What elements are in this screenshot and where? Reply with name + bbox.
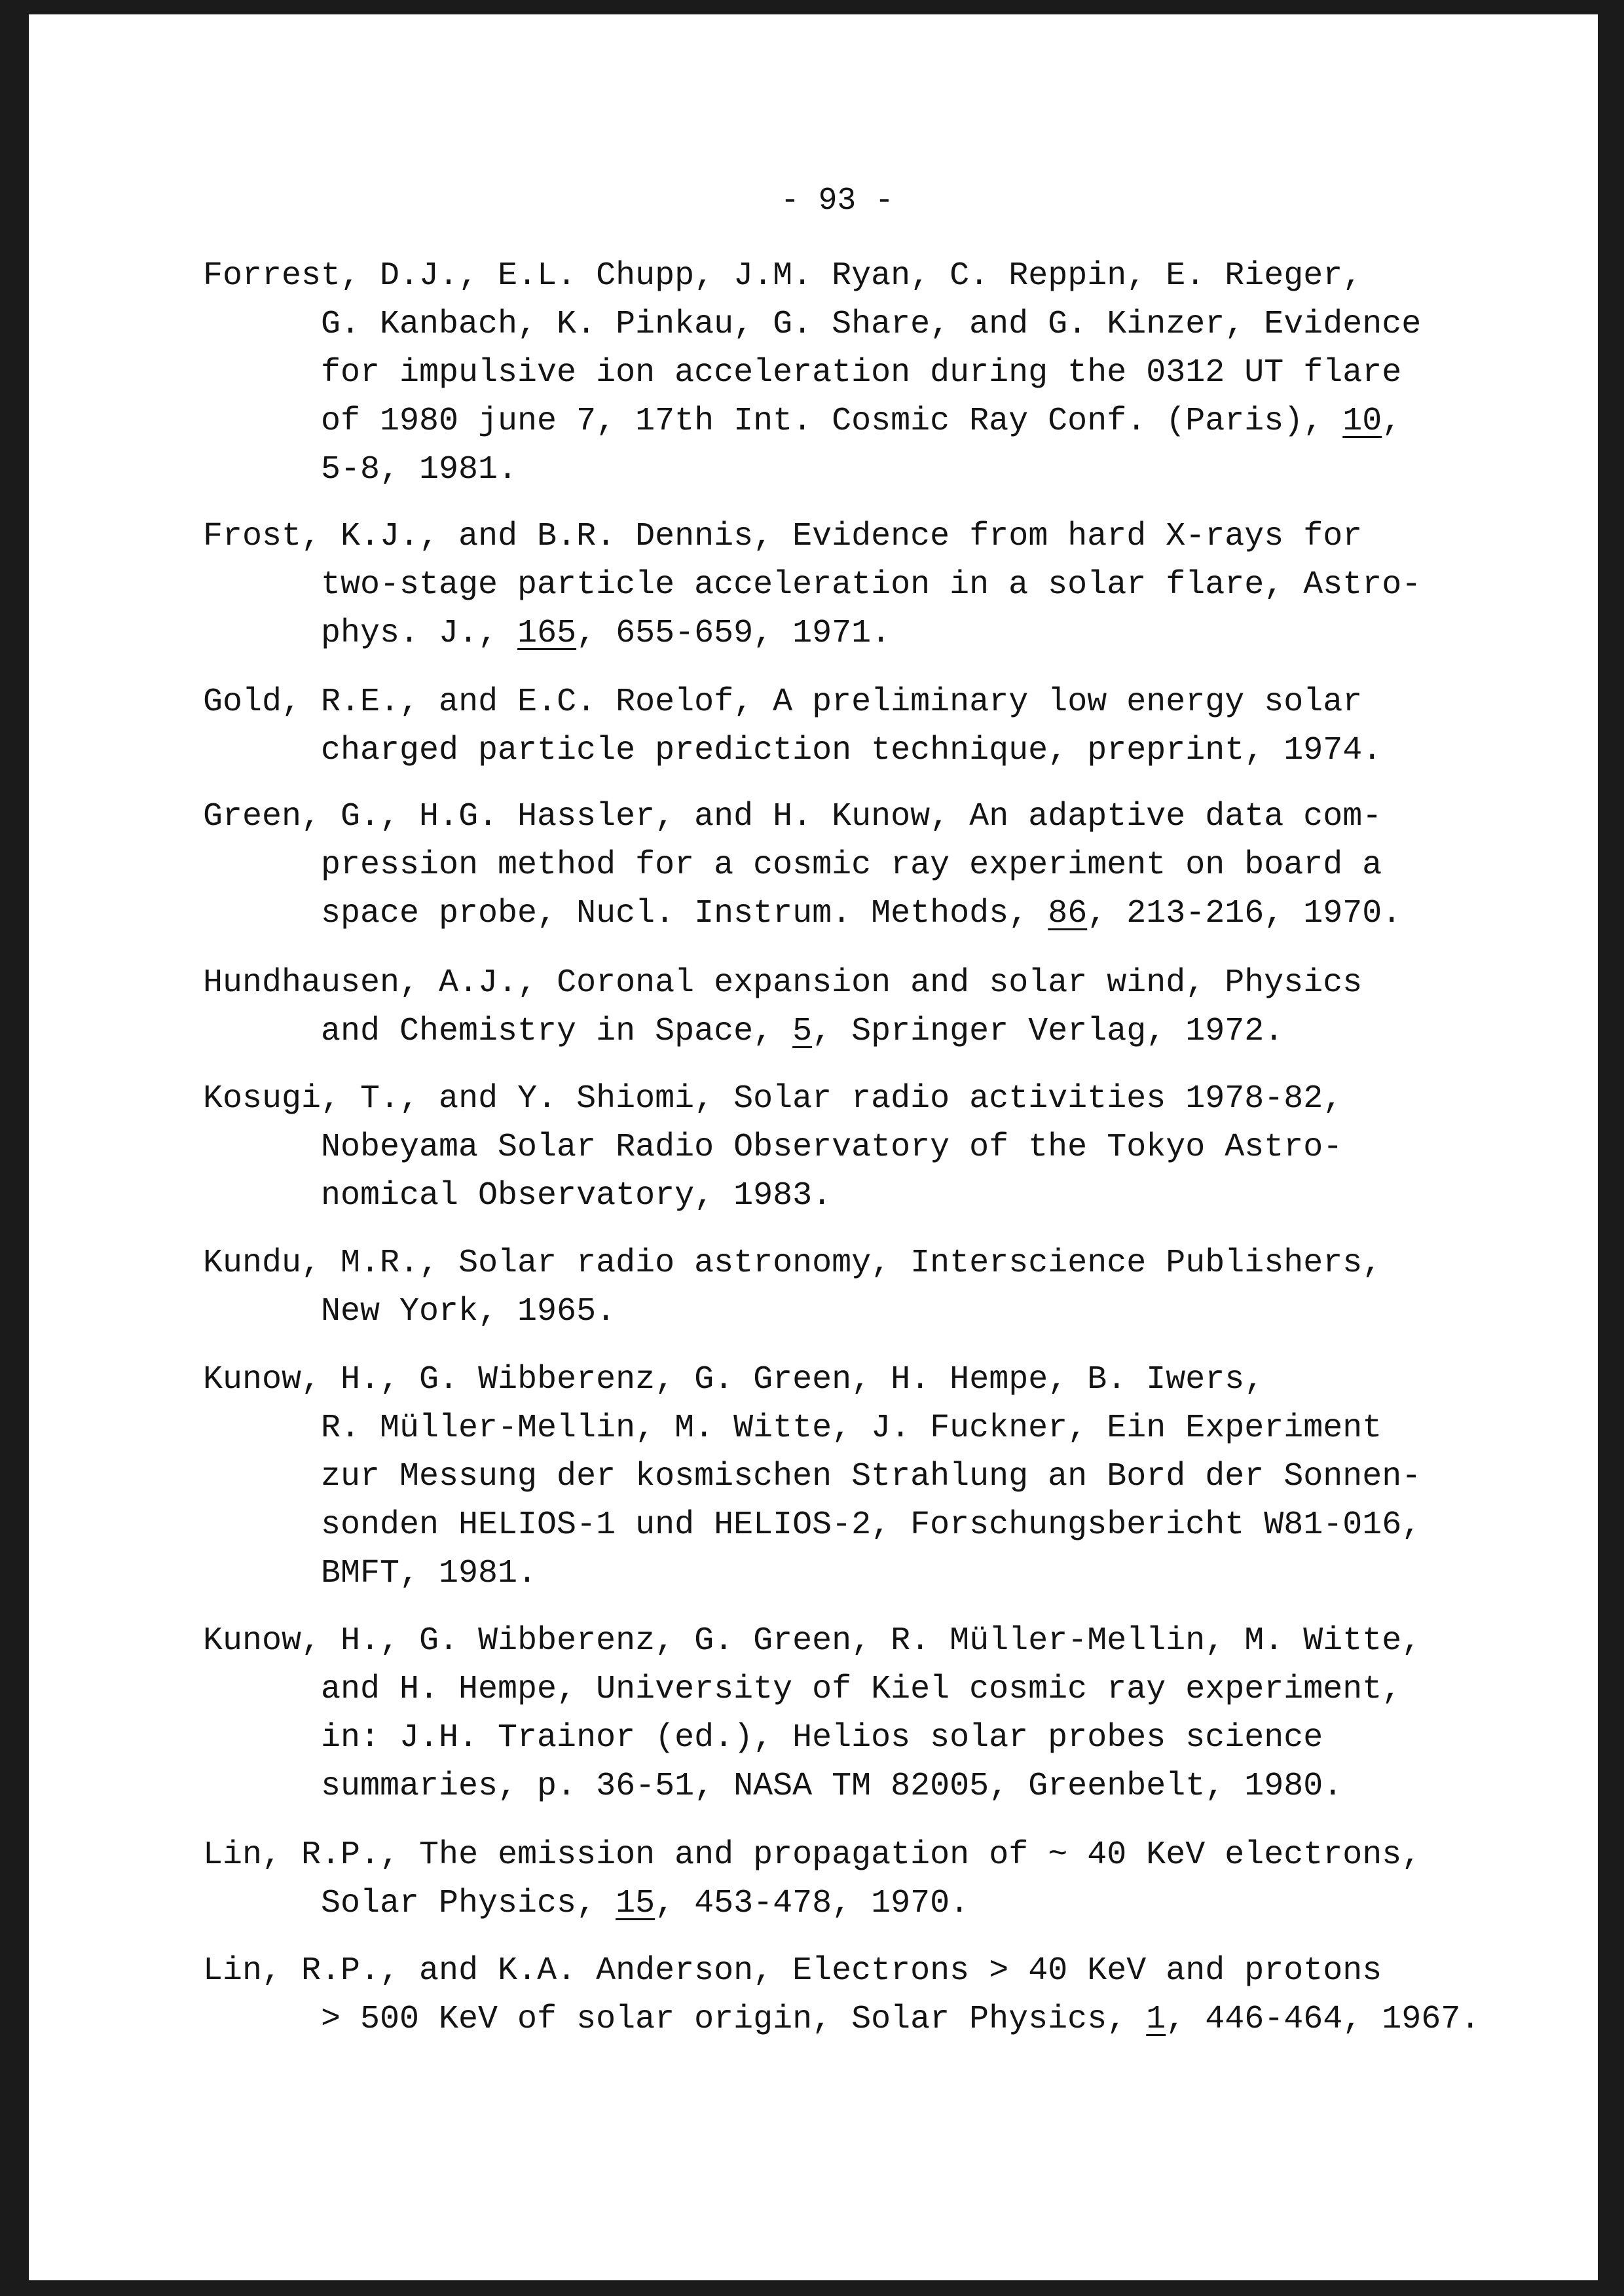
volume-number: 5 (792, 1013, 813, 1050)
reference-text: Green, G., H.G. Hassler, and H. Kunow, An adaptive data com- (203, 798, 1382, 835)
reference-text: nomical Observatory, 1983. (321, 1177, 832, 1214)
reference-text: New York, 1965. (321, 1293, 616, 1330)
reference-text: , 453-478, 1970. (655, 1885, 970, 1922)
reference-line (203, 793, 1434, 841)
reference-line (203, 678, 1434, 727)
volume-number: 165 (517, 615, 577, 652)
reference-line (203, 1501, 1434, 1550)
reference-line (203, 1008, 1434, 1056)
reference-line (203, 561, 1434, 610)
reference-text: 5-8, 1981. (321, 451, 518, 488)
reference-text: , 213-216, 1970. (1087, 895, 1402, 932)
reference-text: sonden HELIOS-1 und HELIOS-2, Forschungsbericht W81-016, (321, 1506, 1422, 1544)
reference-entry (203, 1356, 1434, 1598)
reference-entry (203, 1617, 1434, 1811)
reference-line (203, 349, 1434, 397)
reference-line (203, 1075, 1434, 1123)
reference-text: phys. J., (321, 615, 518, 652)
reference-text: Lin, R.P., The emission and propagation of ~ 40 KeV electrons, (203, 1836, 1422, 1874)
reference-text: , 655-659, 1971. (576, 615, 891, 652)
reference-text: , (1382, 403, 1402, 440)
reference-text: R. Müller-Mellin, M. Witte, J. Fuckner, Ein Experiment (321, 1410, 1382, 1447)
reference-line (203, 1123, 1434, 1172)
reference-line (203, 610, 1434, 658)
reference-text: pression method for a cosmic ray experiment on board a (321, 847, 1382, 884)
page-number: - 93 - (781, 183, 894, 219)
reference-line (203, 1356, 1434, 1404)
reference-line (203, 1404, 1434, 1453)
reference-line (203, 727, 1434, 775)
reference-text: > 500 KeV of solar origin, Solar Physics, (321, 2001, 1147, 2038)
reference-text: Gold, R.E., and E.C. Roelof, A preliminary low energy solar (203, 683, 1363, 721)
reference-text: Solar Physics, (321, 1885, 616, 1922)
reference-text: Kunow, H., G. Wibberenz, G. Green, R. Müller-Mellin, M. Witte, (203, 1622, 1422, 1660)
reference-text: and Chemistry in Space, (321, 1013, 793, 1050)
reference-line (203, 1831, 1434, 1880)
reference-line (203, 1995, 1481, 2044)
reference-line (203, 1666, 1434, 1714)
reference-text: Forrest, D.J., E.L. Chupp, J.M. Ryan, C. Reppin, E. Rieger, (203, 257, 1363, 295)
reference-text: and H. Hempe, University of Kiel cosmic ray experiment, (321, 1671, 1402, 1708)
reference-entry (203, 1239, 1434, 1336)
reference-text: Hundhausen, A.J., Coronal expansion and solar wind, Physics (203, 964, 1363, 1002)
reference-entry (203, 793, 1434, 938)
reference-text: BMFT, 1981. (321, 1555, 538, 1592)
reference-line (203, 1880, 1434, 1928)
reference-text: Kosugi, T., and Y. Shiomi, Solar radio activities 1978-82, (203, 1080, 1343, 1118)
reference-text: Nobeyama Solar Radio Observatory of the Tokyo Astro- (321, 1129, 1343, 1166)
reference-entry (203, 252, 1434, 494)
reference-line (203, 1550, 1434, 1598)
reference-text: , Springer Verlag, 1972. (812, 1013, 1284, 1050)
reference-text: space probe, Nucl. Instrum. Methods, (321, 895, 1048, 932)
reference-text: two-stage particle acceleration in a solar flare, Astro- (321, 566, 1422, 604)
reference-entry (203, 959, 1434, 1056)
reference-text: for impulsive ion acceleration during the 0312 UT flare (321, 354, 1402, 392)
reference-text: charged particle prediction technique, preprint, 1974. (321, 732, 1382, 769)
reference-line (203, 397, 1434, 446)
reference-text: Frost, K.J., and B.R. Dennis, Evidence from hard X-rays for (203, 518, 1363, 555)
reference-line (203, 301, 1434, 349)
reference-line (203, 252, 1434, 301)
reference-line (203, 1172, 1434, 1220)
volume-number: 86 (1048, 895, 1088, 932)
reference-line (203, 841, 1434, 890)
reference-line (203, 513, 1434, 561)
reference-line (203, 1947, 1434, 1995)
reference-entry (203, 1831, 1434, 1928)
volume-number: 10 (1342, 403, 1382, 440)
volume-number: 1 (1146, 2001, 1166, 2038)
reference-text: zur Messung der kosmischen Strahlung an Bord der Sonnen- (321, 1458, 1422, 1495)
reference-line (203, 890, 1434, 938)
reference-line (203, 1762, 1434, 1811)
reference-text: in: J.H. Trainor (ed.), Helios solar probes science (321, 1719, 1323, 1757)
reference-text: summaries, p. 36-51, NASA TM 82005, Greenbelt, 1980. (321, 1768, 1343, 1805)
reference-line (203, 1714, 1434, 1762)
reference-text: of 1980 june 7, 17th Int. Cosmic Ray Conf. (Paris), (321, 403, 1343, 440)
reference-text: Kundu, M.R., Solar radio astronomy, Interscience Publishers, (203, 1245, 1382, 1282)
reference-text: G. Kanbach, K. Pinkau, G. Share, and G. Kinzer, Evidence (321, 306, 1422, 343)
reference-line (203, 959, 1434, 1008)
reference-entry (203, 513, 1434, 658)
volume-number: 15 (616, 1885, 655, 1922)
reference-line (203, 1453, 1434, 1501)
reference-entry (203, 1947, 1481, 2044)
reference-line (203, 446, 1434, 494)
reference-text: Lin, R.P., and K.A. Anderson, Electrons > 40 KeV and protons (203, 1952, 1382, 1990)
reference-line (203, 1239, 1434, 1288)
reference-line (203, 1288, 1434, 1336)
reference-line (203, 1617, 1434, 1666)
reference-text: , 446-464, 1967. (1166, 2001, 1481, 2038)
reference-entry (203, 678, 1434, 775)
reference-text: Kunow, H., G. Wibberenz, G. Green, H. Hempe, B. Iwers, (203, 1361, 1264, 1398)
reference-entry (203, 1075, 1434, 1220)
